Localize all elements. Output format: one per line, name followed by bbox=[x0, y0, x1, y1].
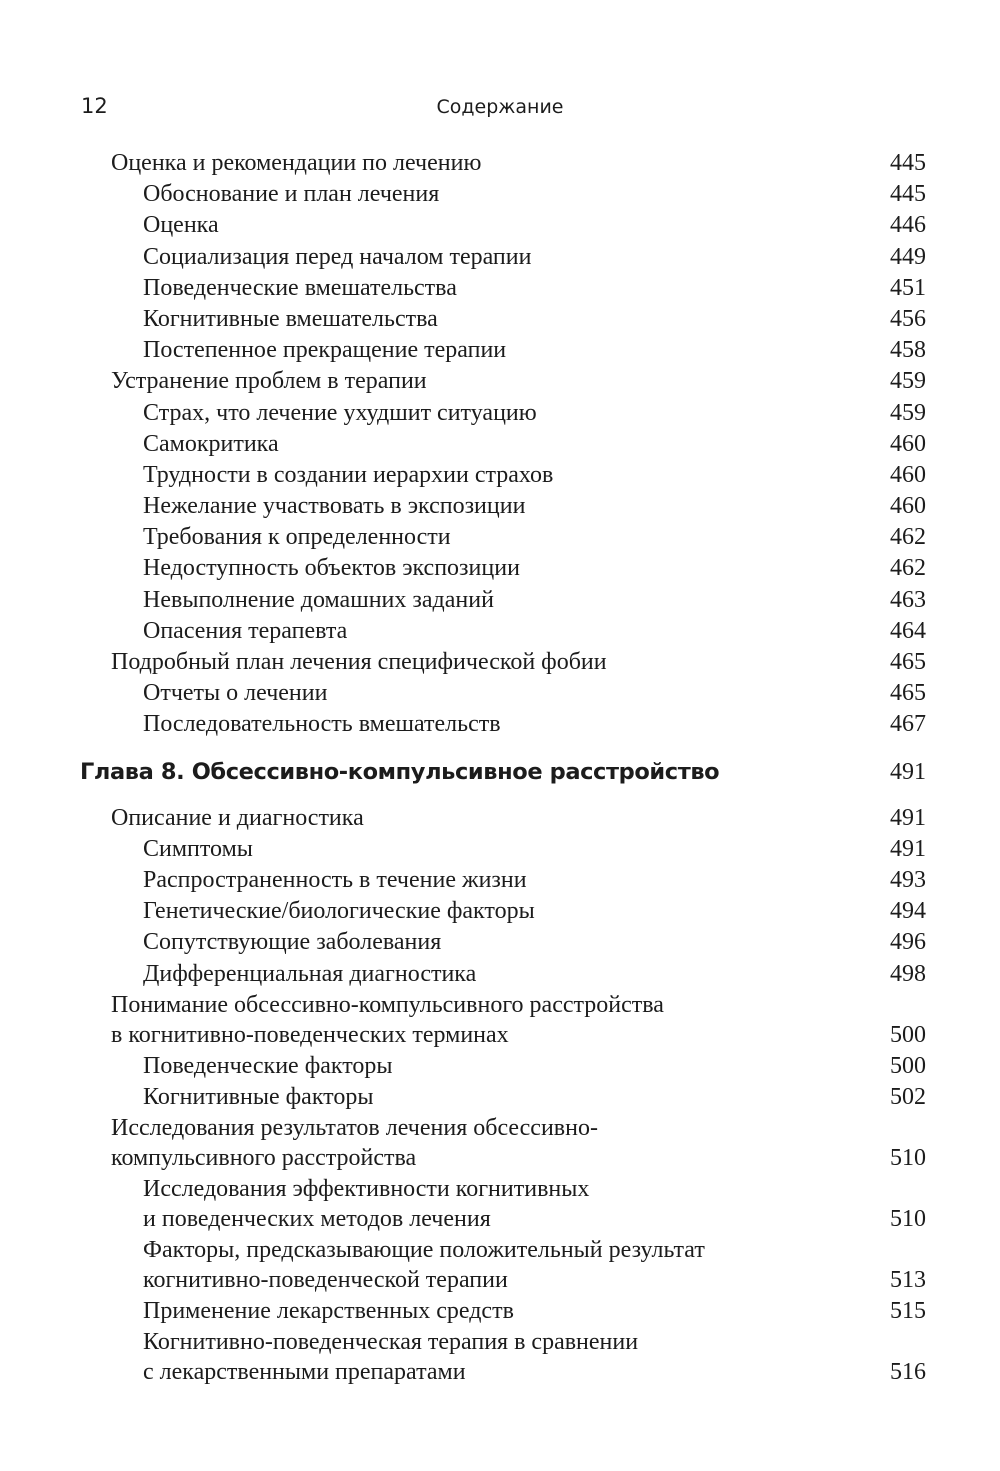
toc-entry-title: Исследования эффективности когнитивных bbox=[143, 1176, 590, 1203]
toc-entry-title: Генетические/биологические факторы bbox=[143, 898, 535, 925]
toc-entry-page: 449 bbox=[890, 243, 926, 270]
toc-entry-title: Когнитивные факторы bbox=[143, 1083, 374, 1110]
toc-entry-page: 513 bbox=[890, 1267, 926, 1294]
toc-entry-page: 500 bbox=[890, 1021, 926, 1048]
chapter-heading bbox=[0, 747, 1000, 803]
toc-entry-page: 462 bbox=[890, 555, 926, 582]
toc-entry bbox=[0, 242, 1000, 273]
toc-entry-title: Подробный план лечения специфической фобии bbox=[111, 649, 607, 675]
table-of-contents bbox=[0, 148, 1000, 1388]
toc-entry-title: Дифференциальная диагностика bbox=[143, 960, 477, 987]
toc-entry-page: 460 bbox=[890, 430, 926, 457]
toc-entry-page: 494 bbox=[890, 898, 926, 925]
toc-entry bbox=[0, 429, 1000, 460]
toc-entry-title: Применение лекарственных средств bbox=[143, 1298, 514, 1325]
toc-entry-title-continued: с лекарственными препаратами bbox=[143, 1359, 466, 1386]
toc-entry-page: 491 bbox=[890, 804, 926, 831]
toc-entry-page: 496 bbox=[890, 929, 926, 956]
toc-entry-page: 500 bbox=[890, 1052, 926, 1079]
chapter-title: Глава 8. Обсессивно-компульсивное расстройство bbox=[80, 758, 720, 785]
toc-entry-title: Устранение проблем в терапии bbox=[111, 368, 427, 395]
toc-entry-page: 451 bbox=[890, 274, 926, 301]
toc-entry bbox=[0, 803, 1000, 834]
toc-entry-page: 498 bbox=[890, 960, 926, 987]
toc-entry-page: 463 bbox=[890, 586, 926, 613]
toc-entry bbox=[0, 273, 1000, 304]
toc-entry-title: Оценка bbox=[143, 212, 219, 239]
toc-entry-page: 462 bbox=[890, 524, 926, 551]
toc-entry-title: Постепенное прекращение терапии bbox=[143, 337, 507, 364]
toc-entry-title: Поведенческие вмешательства bbox=[143, 274, 457, 301]
toc-entry-title: Когнитивные вмешательства bbox=[143, 305, 438, 332]
toc-entry bbox=[0, 927, 1000, 958]
toc-entry-title: Требования к определенности bbox=[143, 524, 451, 551]
toc-entry bbox=[0, 678, 1000, 709]
toc-entry bbox=[0, 304, 1000, 335]
toc-entry bbox=[0, 1051, 1000, 1082]
toc-entry bbox=[0, 460, 1000, 491]
toc-entry-page: 459 bbox=[890, 368, 926, 395]
toc-entry bbox=[0, 398, 1000, 429]
chapter-page: 491 bbox=[890, 758, 926, 785]
toc-entry-title-continued: когнитивно-поведенческой терапии bbox=[143, 1267, 508, 1294]
page-header bbox=[0, 88, 1000, 128]
toc-entry-page: 446 bbox=[890, 212, 926, 239]
page-number: 12 bbox=[81, 94, 108, 118]
toc-entry-title-continued: и поведенческих методов лечения bbox=[143, 1206, 491, 1233]
toc-entry-title: Недоступность объектов экспозиции bbox=[143, 555, 520, 582]
toc-entry-page: 445 bbox=[890, 181, 926, 208]
toc-entry-title: Понимание обсессивно-компульсивного расстройства bbox=[111, 991, 664, 1018]
toc-entry-title: Опасения терапевта bbox=[143, 617, 348, 644]
toc-entry bbox=[0, 585, 1000, 616]
toc-entry-title: Оценка и рекомендации по лечению bbox=[111, 150, 482, 176]
toc-entry-title: Когнитивно-поведенческая терапия в сравнении bbox=[143, 1329, 639, 1356]
toc-entry-page: 515 bbox=[890, 1298, 926, 1325]
toc-entry-page: 456 bbox=[890, 305, 926, 332]
toc-entry-title: Страх, что лечение ухудшит ситуацию bbox=[143, 399, 537, 426]
toc-entry bbox=[0, 896, 1000, 927]
toc-entry-title-continued: в когнитивно-поведенческих терминах bbox=[111, 1021, 509, 1048]
toc-entry-title: Нежелание участвовать в экспозиции bbox=[143, 493, 526, 520]
toc-entry bbox=[0, 865, 1000, 896]
toc-entry bbox=[0, 990, 1000, 1051]
toc-entry bbox=[0, 522, 1000, 553]
toc-entry-page: 445 bbox=[890, 150, 926, 176]
toc-entry bbox=[0, 335, 1000, 366]
toc-entry-page: 516 bbox=[890, 1359, 926, 1386]
toc-entry-page: 460 bbox=[890, 493, 926, 520]
toc-entry-title: Отчеты о лечении bbox=[143, 680, 328, 707]
toc-entry-page: 491 bbox=[890, 835, 926, 862]
toc-entry-page: 510 bbox=[890, 1206, 926, 1233]
toc-entry-page: 467 bbox=[890, 711, 926, 738]
toc-entry-page: 460 bbox=[890, 461, 926, 488]
toc-entry-title: Невыполнение домашних заданий bbox=[143, 586, 494, 613]
toc-entry-title: Сопутствующие заболевания bbox=[143, 929, 442, 956]
toc-entry-title: Трудности в создании иерархии страхов bbox=[143, 461, 554, 488]
toc-entry-page: 465 bbox=[890, 649, 926, 675]
toc-entry bbox=[0, 179, 1000, 210]
toc-entry-title: Обоснование и план лечения bbox=[143, 181, 440, 208]
toc-entry-title: Симптомы bbox=[143, 835, 253, 862]
toc-entry bbox=[0, 366, 1000, 397]
toc-entry-title: Социализация перед началом терапии bbox=[143, 243, 532, 270]
toc-entry-page: 502 bbox=[890, 1083, 926, 1110]
toc-entry-page: 465 bbox=[890, 680, 926, 707]
toc-entry bbox=[0, 148, 1000, 179]
toc-entry bbox=[0, 1296, 1000, 1327]
toc-entry bbox=[0, 491, 1000, 522]
toc-entry-title: Последовательность вмешательств bbox=[143, 711, 501, 738]
toc-entry-title: Исследования результатов лечения обсессивно- bbox=[111, 1115, 598, 1142]
toc-entry-page: 464 bbox=[890, 617, 926, 644]
toc-entry bbox=[0, 1327, 1000, 1388]
toc-entry bbox=[0, 959, 1000, 990]
toc-entry bbox=[0, 1174, 1000, 1235]
toc-entry-page: 459 bbox=[890, 399, 926, 426]
toc-entry bbox=[0, 1082, 1000, 1113]
toc-entry bbox=[0, 1235, 1000, 1296]
toc-entry-title: Описание и диагностика bbox=[111, 804, 364, 831]
toc-entry-page: 493 bbox=[890, 866, 926, 893]
toc-entry-title-continued: компульсивного расстройства bbox=[111, 1145, 417, 1172]
toc-entry bbox=[0, 834, 1000, 865]
toc-entry-page: 458 bbox=[890, 337, 926, 364]
running-title: Содержание bbox=[436, 96, 564, 118]
toc-entry bbox=[0, 709, 1000, 740]
toc-entry-title: Поведенческие факторы bbox=[143, 1052, 393, 1079]
toc-entry bbox=[0, 1113, 1000, 1174]
toc-entry-page: 510 bbox=[890, 1145, 926, 1172]
toc-entry-title: Распространенность в течение жизни bbox=[143, 866, 527, 893]
toc-entry bbox=[0, 647, 1000, 678]
toc-entry-title: Самокритика bbox=[143, 430, 279, 457]
toc-entry-title: Факторы, предсказывающие положительный результат bbox=[143, 1237, 705, 1264]
toc-entry bbox=[0, 616, 1000, 647]
toc-entry bbox=[0, 210, 1000, 241]
toc-entry bbox=[0, 553, 1000, 584]
